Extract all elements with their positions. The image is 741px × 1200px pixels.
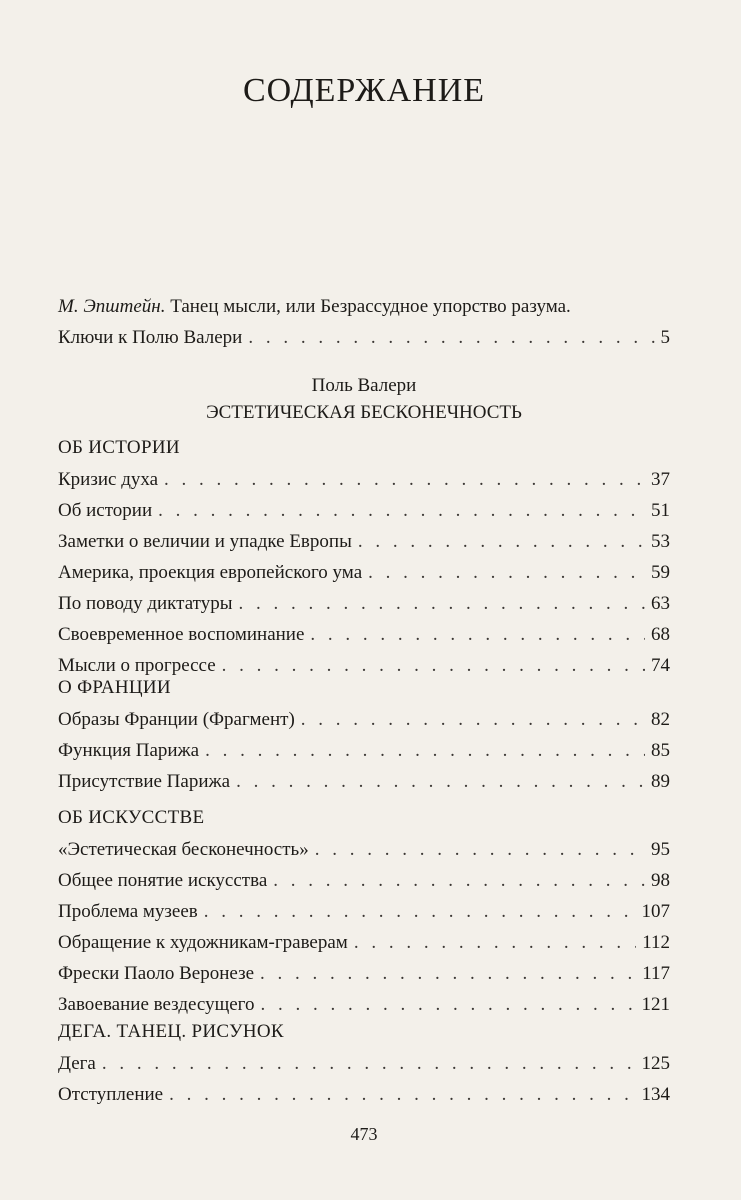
section-title: ОБ ИСКУССТВЕ	[58, 807, 205, 828]
toc-entry	[58, 766, 670, 797]
toc-entry	[58, 495, 670, 526]
section-title: ОБ ИСТОРИИ	[58, 437, 180, 458]
toc-entry	[58, 588, 670, 619]
page-title: СОДЕРЖАНИЕ	[242, 72, 486, 109]
dot-leader	[236, 766, 645, 797]
section-title: О ФРАНЦИИ	[58, 677, 171, 698]
dot-leader	[260, 958, 636, 989]
section-title: ДЕГА. ТАНЕЦ. РИСУНОК	[58, 1021, 284, 1042]
entry-page: 85	[651, 740, 670, 761]
toc-page	[58, 0, 670, 1200]
toc-entry	[58, 896, 670, 927]
entry-title: Мысли о прогрессе	[58, 655, 216, 676]
entry-page: 98	[651, 870, 670, 891]
entry-page: 89	[651, 771, 670, 792]
entry-title: «Эстетическая бесконечность»	[58, 839, 309, 860]
page-number: 473	[350, 1124, 378, 1144]
toc-entry	[58, 1048, 670, 1079]
entry-page: 125	[641, 1053, 670, 1074]
dot-leader	[273, 865, 645, 896]
entry-title: Проблема музеев	[58, 901, 198, 922]
entry-title: По поводу диктатуры	[58, 593, 233, 614]
dot-leader	[102, 1048, 636, 1079]
dot-leader	[315, 834, 645, 865]
entry-title: Обращение к художникам-граверам	[58, 932, 348, 953]
intro-title-line1: Танец мысли, или Безрассудное упорство разума.	[165, 296, 571, 317]
entry-title: Заметки о величии и упадке Европы	[58, 531, 352, 552]
toc-entry	[58, 526, 670, 557]
book-title: ЭСТЕТИЧЕСКАЯ БЕСКОНЕЧНОСТЬ	[206, 402, 522, 423]
dot-leader	[310, 619, 645, 650]
entry-page: 37	[651, 469, 670, 490]
dot-leader	[164, 464, 645, 495]
dot-leader	[204, 896, 636, 927]
entry-title: Функция Парижа	[58, 740, 200, 761]
toc-entry	[58, 464, 670, 495]
entry-title: Дега	[58, 1053, 96, 1074]
toc-entry	[58, 704, 670, 735]
toc-section	[58, 802, 670, 1020]
intro-entry	[58, 292, 670, 353]
entry-title: Об истории	[58, 500, 153, 521]
dot-leader	[358, 526, 645, 557]
entry-title: Присутствие Парижа	[58, 771, 231, 792]
entry-page: 82	[651, 709, 670, 730]
entry-page: 107	[641, 901, 670, 922]
entry-page: 59	[651, 562, 670, 583]
entry-page: 112	[642, 932, 670, 953]
entry-page: 68	[651, 624, 670, 645]
intro-title-line2: Ключи к Полю Валери	[58, 327, 243, 348]
toc-entry	[58, 557, 670, 588]
entry-page: 134	[641, 1084, 670, 1105]
book-heading	[58, 372, 670, 426]
entry-title: Общее понятие искусства	[58, 870, 268, 891]
entry-title: Фрески Паоло Веронезе	[58, 963, 255, 984]
dot-leader	[354, 927, 636, 958]
dot-leader	[205, 735, 645, 766]
toc-section	[58, 1016, 670, 1110]
toc-section	[58, 672, 670, 797]
toc-entry	[58, 927, 670, 958]
dot-leader	[238, 588, 645, 619]
entry-title: Америка, проекция европейского ума	[58, 562, 363, 583]
dot-leader	[248, 322, 654, 353]
toc-entry	[58, 865, 670, 896]
entry-page: 53	[651, 531, 670, 552]
book-author: Поль Валери	[311, 375, 417, 396]
entry-title: Образы Франции (Фрагмент)	[58, 709, 295, 730]
intro-page: 5	[660, 327, 670, 348]
dot-leader	[169, 1079, 635, 1110]
entry-page: 74	[651, 655, 670, 676]
toc-entry	[58, 735, 670, 766]
toc-entry	[58, 1079, 670, 1110]
intro-author: М. Эпштейн.	[58, 296, 166, 317]
toc-section	[58, 432, 670, 681]
entry-title: Завоевание вездесущего	[58, 994, 255, 1015]
entry-title: Своевременное воспоминание	[58, 624, 305, 645]
entry-page: 121	[641, 994, 670, 1015]
entry-title: Отступление	[58, 1084, 164, 1105]
entry-title: Кризис духа	[58, 469, 159, 490]
entry-page: 95	[651, 839, 670, 860]
toc-entry	[58, 619, 670, 650]
dot-leader	[301, 704, 645, 735]
toc-entry	[58, 834, 670, 865]
dot-leader	[368, 557, 645, 588]
dot-leader	[158, 495, 645, 526]
entry-page: 117	[642, 963, 670, 984]
entry-page: 63	[651, 593, 670, 614]
entry-page: 51	[651, 500, 670, 521]
toc-entry	[58, 958, 670, 989]
